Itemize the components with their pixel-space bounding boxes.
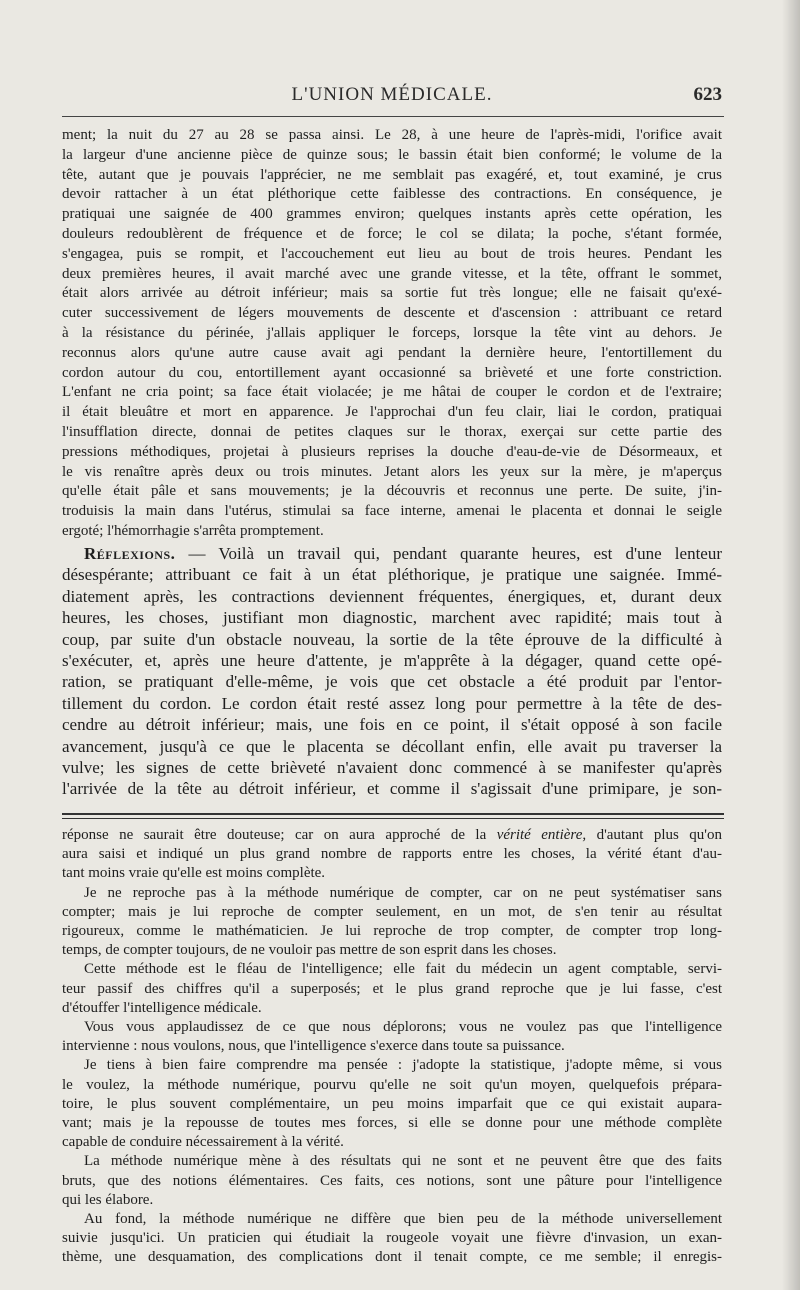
footnote-first-line-b: d'autant plus qu'on — [586, 827, 722, 843]
text-line: la largeur d'une ancienne pièce de quinze sous; le bassin était bien conformé; le volume de la — [62, 146, 722, 163]
reflexions-line: tillement du cordon. Le cordon était resté assez long pour permettre à la tête de des- — [62, 693, 722, 713]
footnote-line: le voulez, la méthode numérique, pourvu qu'elle ne soit qu'un moyen, quelquefois prépara- — [62, 1076, 722, 1093]
text-line: devoir rattacher à un état pléthorique cette faiblesse des contractions. En conséquence, je — [62, 186, 722, 203]
footnote-line: tant moins vraie qu'elle est moins complète. — [62, 865, 326, 882]
footnote-line: La méthode numérique mène à des résultats qui ne sont et ne peuvent être que des faits — [84, 1153, 722, 1170]
reflexions-line: l'arrivée de la tête au détroit inférieur, et comme il s'agissait d'une primipare, je son- — [62, 779, 722, 799]
text-line: qu'elle était pâle et sans mouvements; je la découvris et reconnus une perte. De suite, j'in- — [62, 483, 722, 500]
footnote-body — [62, 845, 722, 1267]
case-report-text — [62, 126, 722, 542]
footnote-line: teur passif des chiffres qu'il a superposés; et le plus grand reproche que je lui fasse, c'est — [62, 980, 722, 997]
footnote-line: temps, de compter toujours, de ne vouloir pas mettre de son esprit dans les choses. — [62, 942, 557, 959]
text-line: tête, autant que je pouvais l'apprécier, ne me semblait pas exagéré, et, tout examiné, je crus — [62, 166, 722, 183]
text-line: l'insufflation directe, donnai de petites claques sur le thorax, exerçai sur cette partie des — [62, 423, 722, 440]
running-head — [62, 84, 722, 114]
reflexions-line: heures, les choses, justifiant mon diagnostic, marchent avec rapidité; mais tout à — [62, 608, 722, 628]
page-edge-shadow — [782, 0, 800, 1290]
text-line: pressions méthodiques, projetai à plusieurs reprises la douche d'eau-de-vie de Désormeaux, et — [62, 443, 722, 460]
reflexions-line: vulve; les signes de cette brièveté n'avaient donc commencé à se manifester qu'après — [62, 758, 722, 778]
footnote-line: aura saisi et indiqué un plus grand nombre de rapports entre les choses, la vérité étant d'au- — [62, 846, 722, 863]
footnote-line: vant; mais je la repousse de toutes mes forces, si elle se donne pour une méthode complète — [62, 1115, 722, 1132]
text-line: à la résistance du périnée, j'allais appliquer le forceps, lorsque la tête vint au dehors. Je — [62, 324, 722, 341]
footnote-first-line-a: réponse ne saurait être douteuse; car on aura approché de la — [62, 827, 497, 843]
footnote-line: toire, le plus souvent complémentaire, un peu moins imparfait que ce qui existait aupara- — [62, 1095, 722, 1112]
reflexions-line: cendre au détroit inférieur; mais, une fois en ce point, il s'était opposé à son facile — [62, 715, 722, 735]
footnote-line: rigoureux, comme le mathématicien. Je lui reproche de trop compter, de compter trop long- — [62, 923, 722, 940]
footnote-line: Vous vous applaudissez de ce que nous déplorons; vous ne voulez pas que l'intelligence — [84, 1019, 722, 1036]
footnote-italic-phrase: vérité entière, — [496, 827, 587, 843]
reflexions-line: diatement après, les contractions deviennent fréquentes, énergiques, et, durant deux — [62, 586, 722, 606]
footnote-first-line — [62, 826, 722, 845]
footnote-divider — [62, 813, 724, 819]
reflexions-label: Réflexions. — [84, 544, 176, 563]
footnote-line: bruts, que des notions élémentaires. Ces faits, ces notions, sont une pâture pour l'intelligence — [62, 1172, 722, 1189]
footnote-line: Cette méthode est le fléau de l'intelligence; elle fait du médecin un agent comptable, servi- — [84, 961, 722, 978]
text-line: deux premières heures, il avait marché avec une grande vitesse, et la tête, offrant le sommet, — [62, 265, 722, 282]
footnote-line: intervienne : nous voulons, nous, que l'intelligence s'exerce dans toute sa puissance. — [62, 1038, 565, 1055]
text-line: ergoté; l'hémorrhagie s'arrêta promptement. — [62, 522, 324, 539]
header-rule — [62, 116, 724, 117]
text-line: reconnus alors qu'une autre cause avait agi pendant la dernière heure, l'entortillement du — [62, 344, 722, 361]
text-line: était alors arrivée au détroit inférieur; mais sa sortie fut très longue; elle ne faisait qu'exé- — [62, 285, 722, 302]
footnote-section — [62, 826, 722, 1268]
reflexions-line: s'exécuter, et, après une heure d'attente, je m'apprête à la dégager, quand cette opé- — [62, 651, 722, 671]
reflexions-body — [62, 564, 722, 799]
text-line: L'enfant ne cria point; sa face était violacée; je me hâtai de couper le cordon et de l'extraire; — [62, 384, 722, 401]
reflexions-line: ration, se pratiquant d'elle-même, je vois que cet obstacle a été produit par l'entor- — [62, 672, 722, 692]
footnote-line: qui les élabore. — [62, 1191, 154, 1208]
footnote-line: suivie jusqu'ici. Un praticien qui étudiait la rougeole voyait une fièvre d'invasion, un exan- — [62, 1230, 722, 1247]
footnote-line: compter; mais je lui reproche de compter seulement, en un mot, de s'en tenir au résultat — [62, 903, 722, 920]
footnote-line: Au fond, la méthode numérique ne diffère que bien peu de la méthode universellement — [84, 1211, 722, 1228]
text-line: cuter successivement de légers mouvements de descente et d'ascension : attribuant ce retard — [62, 305, 722, 322]
reflexions-first-line — [62, 543, 722, 564]
text-line: cordon autour du cou, entortillement ayant occasionné sa brièveté et une forte constriction. — [62, 364, 722, 381]
text-line: pratiquai une saignée de 400 grammes environ; quelques instants après cette opération, les — [62, 206, 722, 223]
reflexions-line: désespérante; attribuant ce fait à un état pléthorique, je pratique une saignée. Immé- — [62, 565, 722, 585]
footnote-line: thème, une desquamation, des complications dont il tenait compte, ce me semble; il enregis- — [62, 1249, 722, 1266]
text-line: troduisis la main dans l'utérus, stimulai sa face interne, amenai le placenta et donnai le seigle — [62, 503, 722, 520]
footnote-line: Je ne reproche pas à la méthode numérique de compter, car on ne peut systématiser sans — [84, 884, 722, 901]
reflexions-first-line-text: — Voilà un travail qui, pendant quarante heures, est d'une lenteur — [175, 544, 722, 563]
footnote-line: d'étouffer l'intelligence médicale. — [62, 999, 262, 1016]
footnote-line: Je tiens à bien faire comprendre ma pensée : j'adopte la statistique, j'adopte même, si vous — [84, 1057, 722, 1074]
text-line: ment; la nuit du 27 au 28 se passa ainsi. Le 28, à une heure de l'après-midi, l'orifice avait — [62, 127, 722, 143]
reflexions-section — [62, 543, 722, 800]
text-line: s'engagea, puis se rompit, et l'accouchement eut lieu au bout de trois heures. Pendant les — [62, 245, 722, 262]
text-line: douleurs redoublèrent de fréquence et de force; le col se dilata; la poche, s'étant formée, — [62, 225, 722, 242]
reflexions-line: coup, par suite d'un obstacle nouveau, la sortie de la tête éprouve de la difficulté à — [62, 629, 722, 649]
journal-title: L'UNION MÉDICALE. — [291, 84, 493, 105]
footnote-line: capable de conduire nécessairement à la vérité. — [62, 1134, 344, 1151]
page-number: 623 — [693, 84, 722, 105]
text-line: le vis renaître après deux ou trois minutes. Jetant alors les yeux sur la mère, je m'aperçus — [62, 463, 722, 480]
text-line: il était bleuâtre et mort en apparence. Je l'approchai d'un feu clair, liai le cordon, pratiquai — [62, 404, 722, 421]
reflexions-line: avancement, jusqu'à ce que le placenta se décollant enfin, elle avait pu traverser la — [62, 736, 722, 756]
